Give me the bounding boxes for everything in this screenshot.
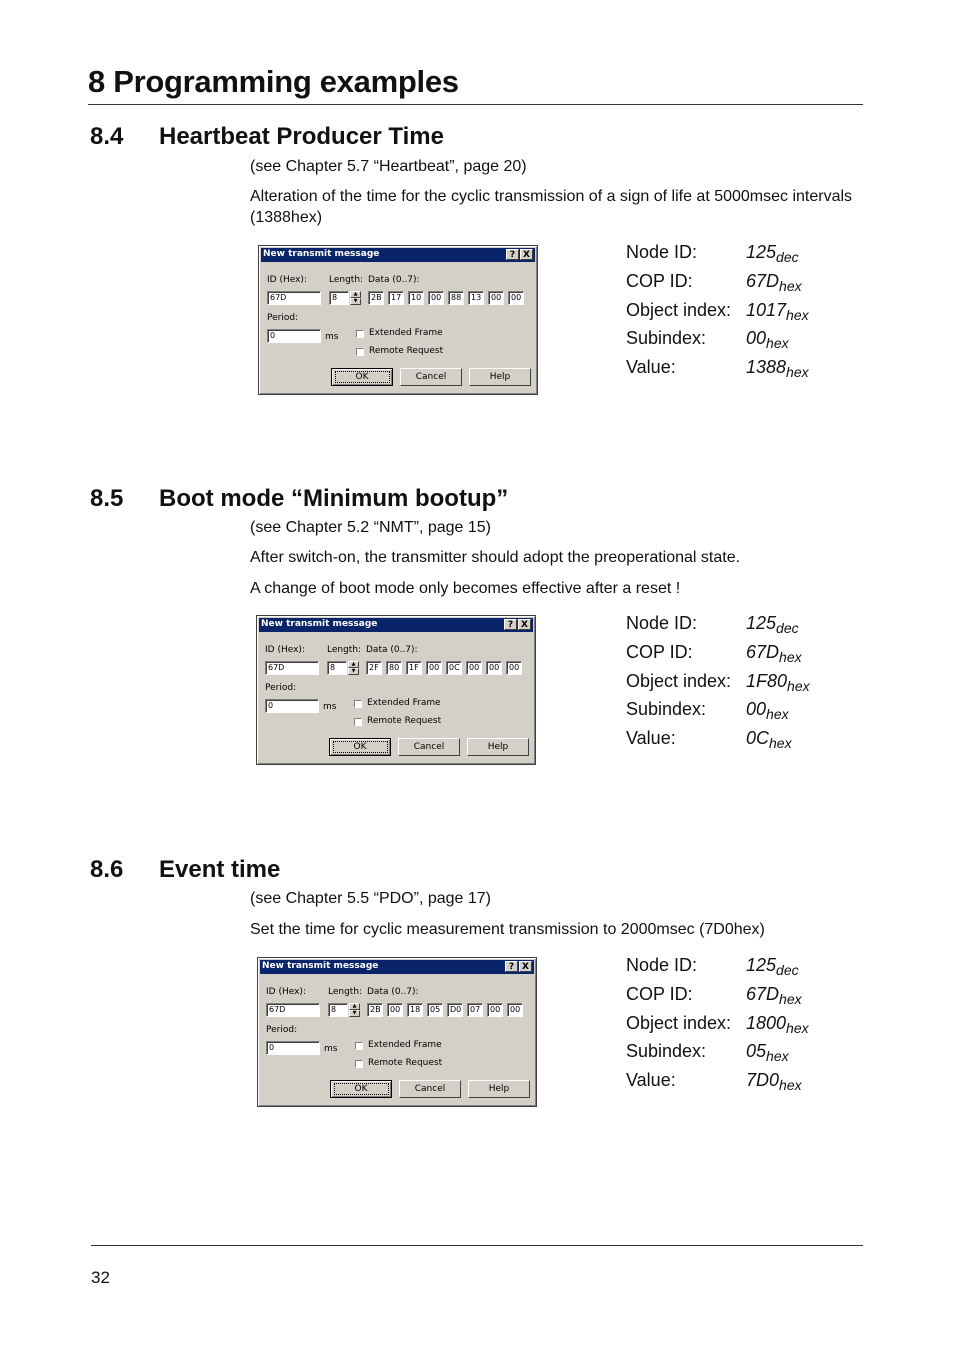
data-byte-5[interactable]: 13 (468, 291, 484, 305)
param-value: $1F80_{hex}$ (746, 670, 810, 694)
length-spinner[interactable] (349, 1003, 360, 1017)
extended-frame-checkbox[interactable] (354, 700, 362, 708)
ok-button[interactable] (329, 738, 391, 756)
data-byte-5[interactable]: 07 (467, 1003, 483, 1017)
data-label: Data (0..7): (368, 275, 420, 285)
data-byte-2[interactable]: 18 (407, 1003, 423, 1017)
param-cop-id (626, 271, 866, 300)
data-byte-3[interactable]: 05 (427, 1003, 443, 1017)
dialog-titlebar (261, 248, 535, 262)
param-cop-id (626, 642, 866, 671)
ms-label: ms (323, 702, 337, 712)
params-8-4 (626, 242, 866, 386)
section-heading-8-5 (90, 485, 508, 513)
data-byte-6[interactable]: 00 (488, 291, 504, 305)
param-label: Node ID: (626, 955, 698, 975)
footer-rule (91, 1245, 863, 1246)
id-label: ID (Hex): (267, 275, 307, 285)
param-subindex (626, 1041, 866, 1070)
ms-label: ms (324, 1044, 338, 1054)
param-value-row (626, 357, 866, 386)
param-label: Node ID: (626, 613, 698, 633)
length-input[interactable]: 8 (328, 1003, 348, 1017)
period-label: Period: (265, 683, 297, 693)
data-byte-4[interactable]: D0 (447, 1003, 463, 1017)
param-object-index (626, 300, 866, 329)
param-label: Value: (626, 1070, 676, 1090)
ok-button-label: OK (333, 741, 388, 753)
param-value: $125_{dec}$ (746, 242, 799, 265)
remote-request-checkbox[interactable] (356, 348, 364, 356)
data-byte-2[interactable]: 10 (408, 291, 424, 305)
data-label: Data (0..7): (367, 987, 419, 997)
section-paragraph: Set the time for cyclic measurement transmission to 2000msec (7D0hex) (250, 921, 765, 938)
param-label: Subindex: (626, 699, 707, 720)
section-paragraph: A change of boot mode only becomes effective after a reset ! (250, 580, 681, 597)
chapter-title: 8 Programming examples (88, 64, 459, 99)
section-number: 8.5 (90, 485, 124, 512)
ok-button-label: OK (334, 1083, 389, 1095)
spin-up-icon[interactable]: ▲ (349, 1003, 360, 1010)
param-subindex (626, 328, 866, 357)
page-number: 32 (91, 1268, 110, 1287)
extended-frame-checkbox[interactable] (355, 1042, 363, 1050)
extended-frame-checkbox[interactable] (356, 330, 364, 338)
period-input[interactable]: 0 (266, 1041, 320, 1055)
param-label: Object index: (626, 670, 732, 691)
length-input[interactable]: 8 (329, 291, 349, 305)
param-value: $67D_{hex}$ (746, 270, 802, 294)
help-question-icon[interactable]: ? (506, 249, 519, 260)
length-spinner[interactable] (350, 291, 361, 305)
length-label: Length: (329, 275, 364, 285)
section-reference: (see Chapter 5.7 “Heartbeat”, page 20) (250, 158, 527, 175)
extended-frame-label: Extended Frame (367, 698, 441, 708)
data-byte-7[interactable]: 00 (506, 661, 522, 675)
param-value: $125_{dec}$ (746, 955, 799, 978)
data-byte-1[interactable]: 00 (387, 1003, 403, 1017)
params-8-6 (626, 955, 866, 1099)
section-paragraph: Alteration of the time for the cyclic transmission of a sign of life at 5000msec intervals (1388hex) (250, 188, 853, 226)
help-button[interactable]: Help (467, 738, 529, 756)
id-input[interactable]: 67D (265, 661, 319, 675)
id-label: ID (Hex): (266, 987, 306, 997)
param-value: $7D0_{hex}$ (746, 1070, 802, 1093)
data-byte-1[interactable]: 17 (388, 291, 404, 305)
section-title: Event time (159, 856, 281, 883)
param-object-index (626, 671, 866, 700)
param-value: $67D_{hex}$ (746, 983, 802, 1007)
data-byte-0[interactable]: 2B (367, 1003, 383, 1017)
spin-up-icon[interactable]: ▲ (348, 661, 359, 668)
param-value: $00_{hex}$ (746, 328, 789, 352)
param-label: COP ID: (626, 270, 693, 291)
length-spinner[interactable] (348, 661, 359, 675)
remote-request-checkbox[interactable] (354, 718, 362, 726)
data-byte-4[interactable]: 0C (446, 661, 462, 675)
help-button[interactable]: Help (468, 1080, 530, 1098)
spin-up-icon[interactable]: ▲ (350, 291, 361, 298)
data-label: Data (0..7): (366, 645, 418, 655)
close-icon[interactable]: X (519, 961, 532, 972)
data-byte-3[interactable]: 00 (426, 661, 442, 675)
remote-request-label: Remote Request (369, 346, 444, 356)
id-input[interactable]: 67D (266, 1003, 320, 1017)
period-input[interactable]: 0 (267, 329, 321, 343)
param-node-id (626, 613, 866, 642)
cancel-button[interactable]: Cancel (398, 738, 460, 756)
param-value: $125_{dec}$ (746, 613, 799, 636)
data-byte-6[interactable]: 00 (486, 661, 502, 675)
id-label: ID (Hex): (265, 645, 305, 655)
section-paragraph: After switch-on, the transmitter should adopt the preoperational state. (250, 549, 741, 566)
param-cop-id (626, 984, 866, 1013)
param-node-id (626, 955, 866, 984)
section-heading-8-4 (90, 123, 444, 151)
data-byte-0[interactable]: 2F (366, 661, 382, 675)
ok-button[interactable] (331, 368, 393, 386)
help-question-icon[interactable]: ? (504, 619, 517, 630)
ok-button[interactable] (330, 1080, 392, 1098)
section-title: Heartbeat Producer Time (159, 123, 444, 150)
cancel-button[interactable]: Cancel (400, 368, 462, 386)
data-byte-4[interactable]: 88 (448, 291, 464, 305)
help-question-icon[interactable]: ? (505, 961, 518, 972)
param-value: $1017_{hex}$ (746, 299, 809, 323)
header-rule (88, 104, 863, 105)
data-byte-6[interactable]: 00 (487, 1003, 503, 1017)
length-label: Length: (328, 987, 363, 997)
data-byte-3[interactable]: 00 (428, 291, 444, 305)
dialog-title: New transmit message (261, 619, 378, 629)
data-byte-5[interactable]: 00 (466, 661, 482, 675)
param-label: Subindex: (626, 1041, 707, 1062)
remote-request-checkbox[interactable] (355, 1060, 363, 1068)
param-label: COP ID: (626, 641, 693, 662)
period-input[interactable]: 0 (265, 699, 319, 713)
cancel-button[interactable]: Cancel (399, 1080, 461, 1098)
data-byte-1[interactable]: 80 (386, 661, 402, 675)
extended-frame-label: Extended Frame (368, 1040, 442, 1050)
param-object-index (626, 1013, 866, 1042)
param-node-id (626, 242, 866, 271)
param-value: $0C_{hex}$ (746, 728, 792, 751)
data-byte-0[interactable]: 2B (368, 291, 384, 305)
param-value: $1388_{hex}$ (746, 357, 809, 380)
spin-down-icon[interactable]: ▼ (349, 1010, 360, 1017)
ok-button-label: OK (335, 371, 390, 383)
section-reference: (see Chapter 5.5 “PDO”, page 17) (250, 890, 492, 907)
transmit-dialog-8-4 (258, 245, 538, 395)
param-value: $00_{hex}$ (746, 699, 789, 723)
section-number: 8.4 (90, 123, 124, 150)
section-number: 8.6 (90, 856, 124, 883)
param-subindex (626, 699, 866, 728)
dialog-title: New transmit message (262, 961, 379, 971)
length-label: Length: (327, 645, 362, 655)
dialog-titlebar (260, 960, 534, 974)
id-input[interactable]: 67D (267, 291, 321, 305)
params-8-5 (626, 613, 866, 757)
remote-request-label: Remote Request (367, 716, 442, 726)
remote-request-label: Remote Request (368, 1058, 443, 1068)
spin-down-icon[interactable]: ▼ (348, 668, 359, 675)
param-value: $05_{hex}$ (746, 1041, 789, 1065)
close-icon[interactable]: X (518, 619, 531, 630)
data-byte-7[interactable]: 00 (508, 291, 524, 305)
section-title: Boot mode “Minimum bootup” (159, 485, 509, 512)
dialog-title: New transmit message (263, 249, 380, 259)
param-label: Object index: (626, 299, 732, 320)
spin-down-icon[interactable]: ▼ (350, 298, 361, 305)
param-value-row (626, 1070, 866, 1099)
length-input[interactable]: 8 (327, 661, 347, 675)
period-label: Period: (266, 1025, 298, 1035)
param-value-row (626, 728, 866, 757)
param-label: Value: (626, 728, 676, 748)
section-reference: (see Chapter 5.2 “NMT”, page 15) (250, 519, 491, 536)
section-heading-8-6 (90, 856, 280, 884)
param-label: Subindex: (626, 328, 707, 349)
param-label: COP ID: (626, 983, 693, 1004)
period-label: Period: (267, 313, 299, 323)
data-byte-2[interactable]: 1F (406, 661, 422, 675)
param-value: $1800_{hex}$ (746, 1012, 809, 1036)
ms-label: ms (325, 332, 339, 342)
param-value: $67D_{hex}$ (746, 641, 802, 665)
param-label: Value: (626, 357, 676, 377)
param-label: Object index: (626, 1012, 732, 1033)
help-button[interactable]: Help (469, 368, 531, 386)
dialog-titlebar (259, 618, 533, 632)
data-byte-7[interactable]: 00 (507, 1003, 523, 1017)
transmit-dialog-8-6 (257, 957, 537, 1107)
close-icon[interactable]: X (520, 249, 533, 260)
param-label: Node ID: (626, 242, 698, 262)
extended-frame-label: Extended Frame (369, 328, 443, 338)
transmit-dialog-8-5 (256, 615, 536, 765)
